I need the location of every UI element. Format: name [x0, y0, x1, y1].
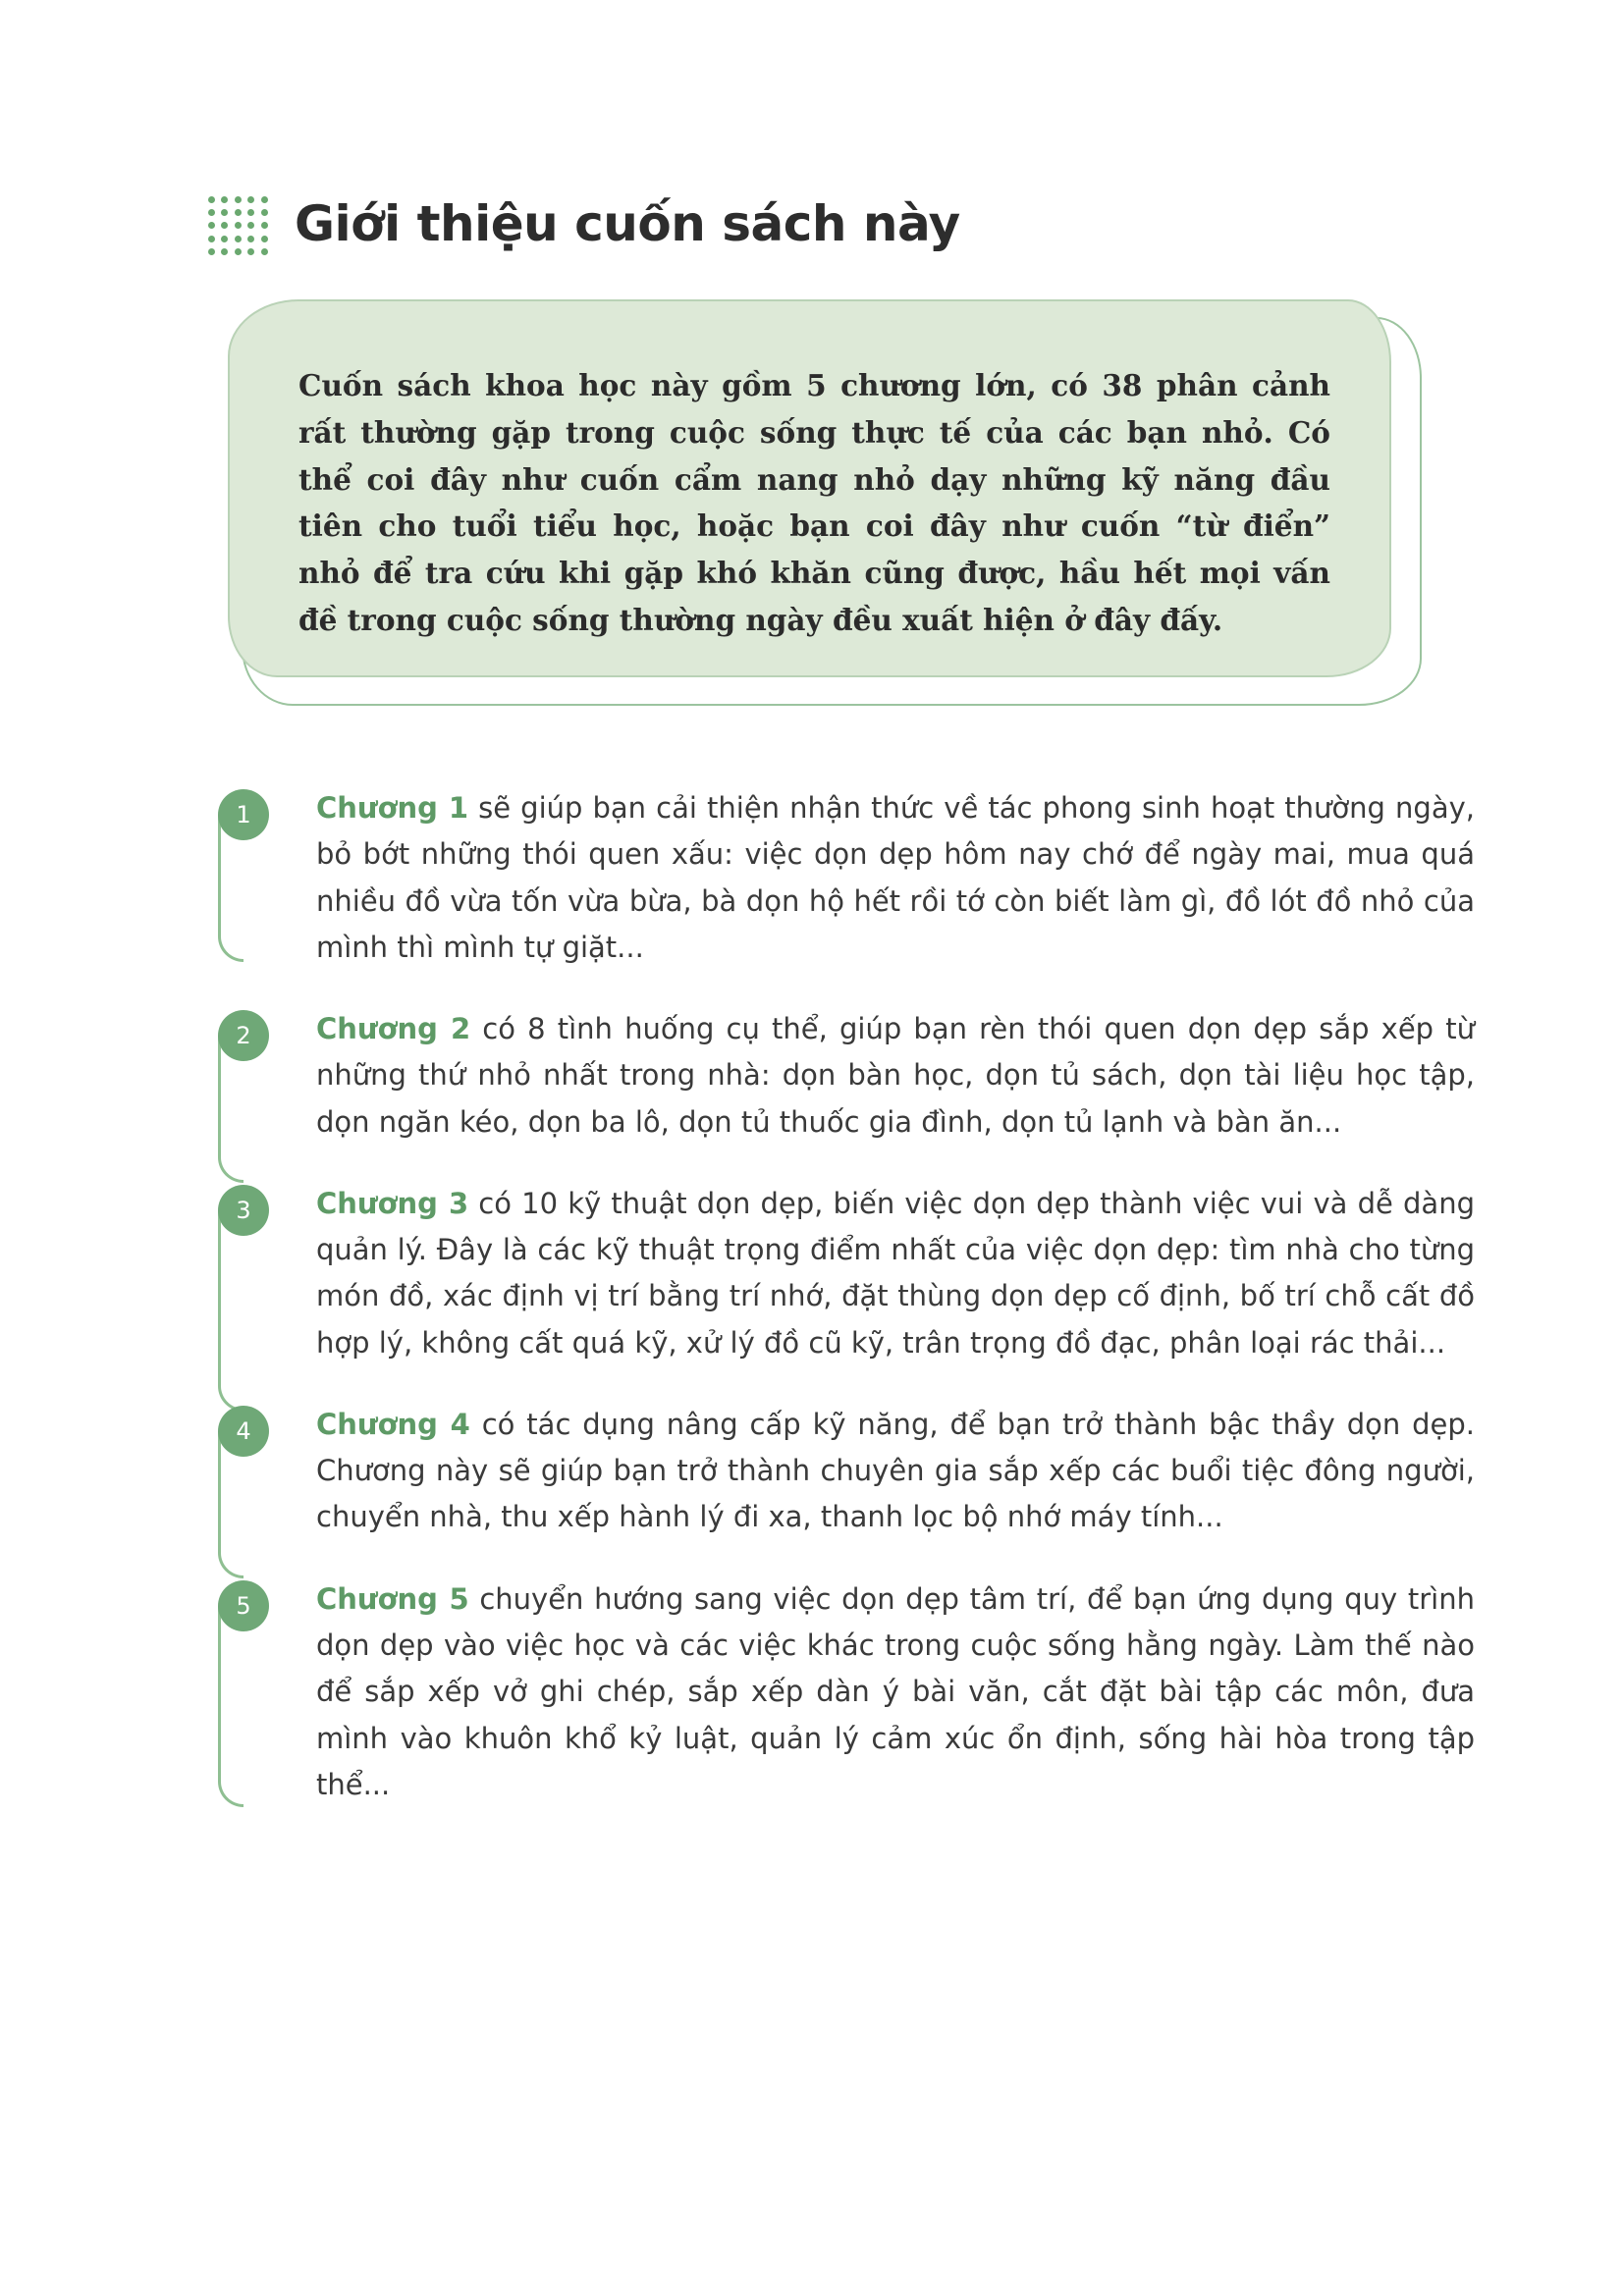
- chapter-list: [208, 785, 1475, 1843]
- page-header: [208, 162, 960, 285]
- chapter-lead-label: Chương 5: [316, 1581, 469, 1616]
- intro-callout: [228, 299, 1421, 707]
- chapter-text: [316, 1006, 1475, 1146]
- chapter-text: [316, 1402, 1475, 1541]
- list-item: [208, 785, 1475, 971]
- chapter-number-badge: 5: [218, 1580, 269, 1631]
- chapter-body-text: chuyển hướng sang việc dọn dẹp tâm trí, để bạn ứng dụng quy trình dọn dẹp vào việc học và các việc khác trong cuộc sống hằng ngày. Làm thế nào để sắp xếp vở ghi chép, sắp xếp dàn ý bài văn, cắt đặt bài tập các môn, đưa mình vào khuôn khổ kỷ luật, quản lý cảm xúc ổn định, sống hài hòa trong tập thể...: [316, 1581, 1475, 1801]
- chapter-body-text: sẽ giúp bạn cải thiện nhận thức về tác phong sinh hoạt thường ngày, bỏ bớt những thói quen xấu: việc dọn dẹp hôm nay chớ để ngày mai, mua quá nhiều đồ vừa tốn vừa bừa, bà dọn hộ hết rồi tớ còn biết làm gì, đồ lót đồ nhỏ của mình thì mình tự giặt...: [316, 791, 1475, 964]
- chapter-lead-label: Chương 3: [316, 1186, 469, 1220]
- chapter-marker: [208, 785, 316, 840]
- list-item: [208, 1402, 1475, 1541]
- chapter-number-badge: 3: [218, 1185, 269, 1236]
- chapter-marker: [208, 1181, 316, 1236]
- chapter-marker: [208, 1576, 316, 1631]
- list-item: [208, 1181, 1475, 1366]
- list-item: [208, 1576, 1475, 1808]
- chapter-text: [316, 1576, 1475, 1808]
- chapter-number-badge: 2: [218, 1010, 269, 1061]
- chapter-number-badge: 4: [218, 1406, 269, 1457]
- chapter-body-text: có 10 kỹ thuật dọn dẹp, biến việc dọn dẹp thành việc vui và dễ dàng quản lý. Đây là các kỹ thuật trọng điểm nhất của việc dọn dẹp: tìm nhà cho từng món đồ, xác định vị trí bằng trí nhớ, đặt thùng dọn dẹp cố định, bố trí chỗ cất đồ hợp lý, không cất quá kỹ, xử lý đồ cũ kỹ, trân trọng đồ đạc, phân loại rác thải...: [316, 1186, 1475, 1360]
- intro-paragraph: Cuốn sách khoa học này gồm 5 chương lớn, có 38 phân cảnh rất thường gặp trong cuộc sống thực tế của các bạn nhỏ. Có thể coi đây như cuốn cẩm nang nhỏ dạy những kỹ năng đầu tiên cho tuổi tiểu học, hoặc bạn coi đây như cuốn “từ điển” nhỏ để tra cứu khi gặp khó khăn cũng được, hầu hết mọi vấn đề trong cuộc sống thường ngày đều xuất hiện ở đây đấy.: [298, 368, 1330, 637]
- chapter-number-badge: 1: [218, 789, 269, 840]
- list-item: [208, 1006, 1475, 1146]
- chapter-body-text: có 8 tình huống cụ thể, giúp bạn rèn thói quen dọn dẹp sắp xếp từ những thứ nhỏ nhất trong nhà: dọn bàn học, dọn tủ sách, dọn tài liệu học tập, dọn ngăn kéo, dọn ba lô, dọn tủ thuốc gia đình, dọn tủ lạnh và bàn ăn...: [316, 1012, 1475, 1139]
- chapter-lead-label: Chương 4: [316, 1407, 470, 1441]
- dot-grid-icon: [208, 196, 269, 257]
- chapter-body-text: có tác dụng nâng cấp kỹ năng, để bạn trở thành bậc thầy dọn dẹp. Chương này sẽ giúp bạn trở thành chuyên gia sắp xếp các buổi tiệc đông người, chuyển nhà, thu xếp hành lý đi xa, thanh lọc bộ nhớ máy tính...: [316, 1407, 1475, 1534]
- page-title: Giới thiệu cuốn sách này: [295, 194, 960, 252]
- callout-box: [228, 299, 1391, 677]
- chapter-text: [316, 785, 1475, 971]
- chapter-marker: [208, 1402, 316, 1457]
- connector-line: [218, 1606, 243, 1807]
- chapter-lead-label: Chương 1: [316, 791, 469, 825]
- chapter-text: [316, 1181, 1475, 1366]
- connector-line: [218, 1210, 243, 1412]
- chapter-lead-label: Chương 2: [316, 1012, 471, 1046]
- chapter-marker: [208, 1006, 316, 1061]
